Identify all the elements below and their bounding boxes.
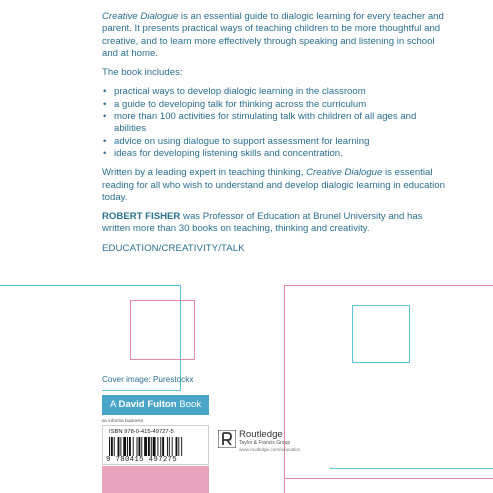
list-item: • ideas for developing listening skills and concentration. (102, 148, 447, 160)
pink-small-rectangle (130, 300, 195, 360)
routledge-name: Routledge (239, 429, 283, 440)
routledge-sub: Taylor & Francis Group (239, 440, 291, 446)
pink-bottom-line (284, 478, 493, 479)
list-item: • advice on using dialogue to support assessment for learning (102, 136, 447, 148)
intro-text: is an essential guide to dialogic learning for every teacher and parent. It presents practical ways of teaching children to be more thoughtful and creative, and to learn more effectively through speaking and listening in school and at home. (102, 11, 444, 59)
barcode-box (102, 425, 209, 465)
routledge-r-icon (218, 430, 236, 448)
author-name: ROBERT FISHER (102, 211, 181, 223)
closing-paragraph (102, 167, 447, 204)
cover-credit: Cover image: Purestockx (102, 375, 194, 384)
cyan-horizontal-line-lower (102, 390, 181, 391)
pink-block (102, 466, 209, 493)
intro-title: Creative Dialogue (102, 11, 179, 22)
includes-list (102, 86, 447, 160)
author-bio: was Professor of Education at Brunel University and has written more than 30 books on teaching, thinking and creativity. (102, 211, 423, 235)
author-paragraph (102, 211, 447, 236)
intro-paragraph (102, 11, 447, 60)
barcode-icon (109, 437, 203, 456)
closing-title: Creative Dialogue (306, 167, 383, 179)
informa-tag: an informa business (102, 418, 144, 423)
barcode-digits: 9 780415 497275 (106, 456, 178, 464)
includes-heading: The book includes: (102, 67, 183, 79)
cyan-bottom-line (330, 468, 493, 469)
isbn: ISBN 978-0-415-49727-5 (109, 429, 174, 435)
publisher-bar (102, 395, 209, 415)
cyan-horizontal-line (0, 285, 181, 286)
routledge-logo (218, 428, 338, 458)
list-item: • a guide to developing talk for thinking across the curriculum (102, 99, 447, 111)
routledge-url: www.routledge.com/education (239, 447, 301, 452)
publisher-prefix: A (110, 399, 119, 410)
cyan-square-outline (352, 305, 410, 363)
list-item: • more than 100 activities for stimulating talk with children of all ages and abilities (102, 111, 447, 136)
publisher-text (110, 399, 201, 410)
publisher-name: David Fulton (118, 399, 177, 410)
closing-pre: Written by a leading expert in teaching thinking, (102, 167, 307, 179)
closing-post: is essential reading for all who wish to understand and develop dialogic learning in education today. (102, 167, 445, 203)
publisher-suffix: Book (176, 399, 202, 410)
categories: EDUCATION/CREATIVITY/TALK (102, 242, 245, 254)
list-item: • practical ways to develop dialogic learning in the classroom (102, 86, 447, 98)
blurb (102, 11, 447, 262)
